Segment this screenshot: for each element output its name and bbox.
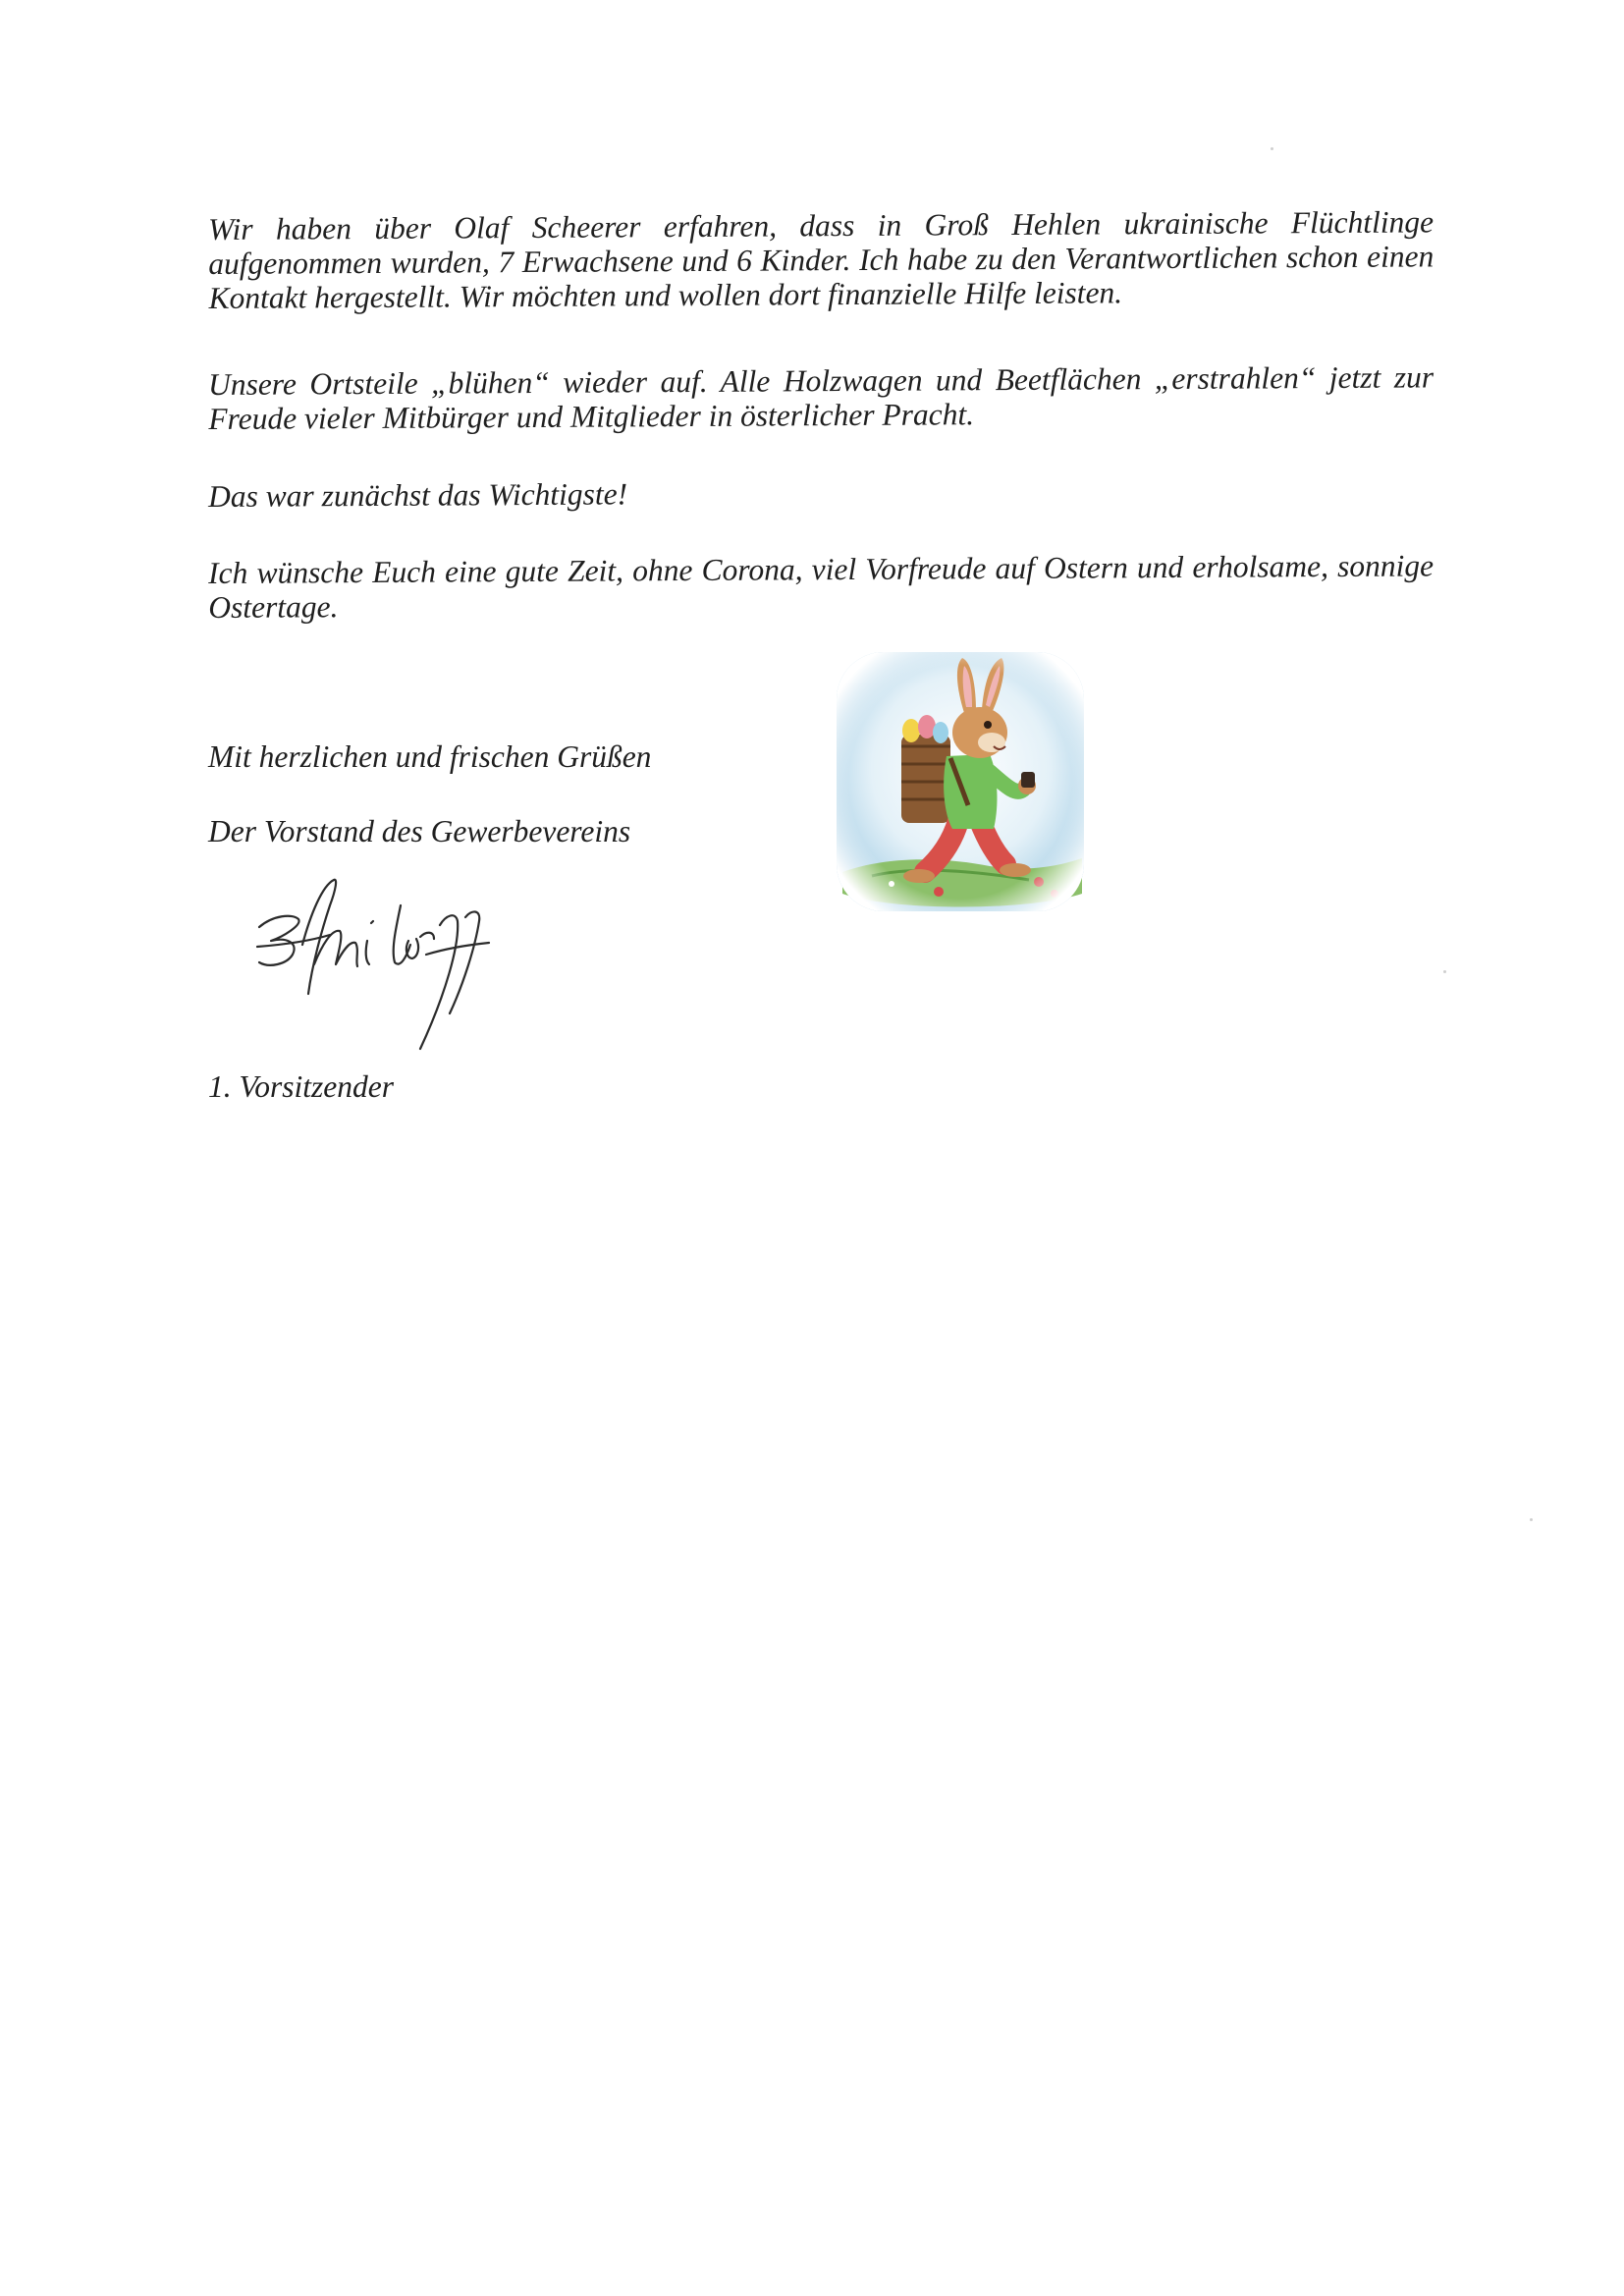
scan-speck <box>1443 970 1446 973</box>
paragraph-refugee-help: Wir haben über Olaf Scheerer erfahren, dass in Groß Hehlen ukrainische Flüchtlinge aufgenommen wurden, 7 Erwachsene und 6 Kinder. Ich habe zu den Verantwortlichen schon einen Kontakt hergestellt. Wir möchten und wollen dort finanzielle Hilfe leisten. <box>208 204 1435 315</box>
signature-icon <box>253 876 520 1051</box>
signer-title: 1. Vorsitzender <box>208 1069 394 1104</box>
paragraph-easter-wishes: Ich wünsche Euch eine gute Zeit, ohne Corona, viel Vorfreude auf Ostern und erholsame, sonnige Ostertage. <box>208 548 1435 625</box>
paragraph-summary: Das war zunächst das Wichtigste! <box>208 476 628 514</box>
easter-bunny-illustration <box>833 648 1088 915</box>
scan-speck <box>1271 147 1273 150</box>
paragraph-village-decoration: Unsere Ortsteile „blühen“ wieder auf. Alle Holzwagen und Beetflächen „erstrahlen“ jetzt zur Freude vieler Mitbürger und Mitglieder in österlicher Pracht. <box>208 359 1435 436</box>
closing-greeting: Mit herzlichen und frischen Grüßen <box>208 739 652 774</box>
sender-board: Der Vorstand des Gewerbevereins <box>208 814 631 848</box>
scan-speck <box>1530 1518 1533 1521</box>
